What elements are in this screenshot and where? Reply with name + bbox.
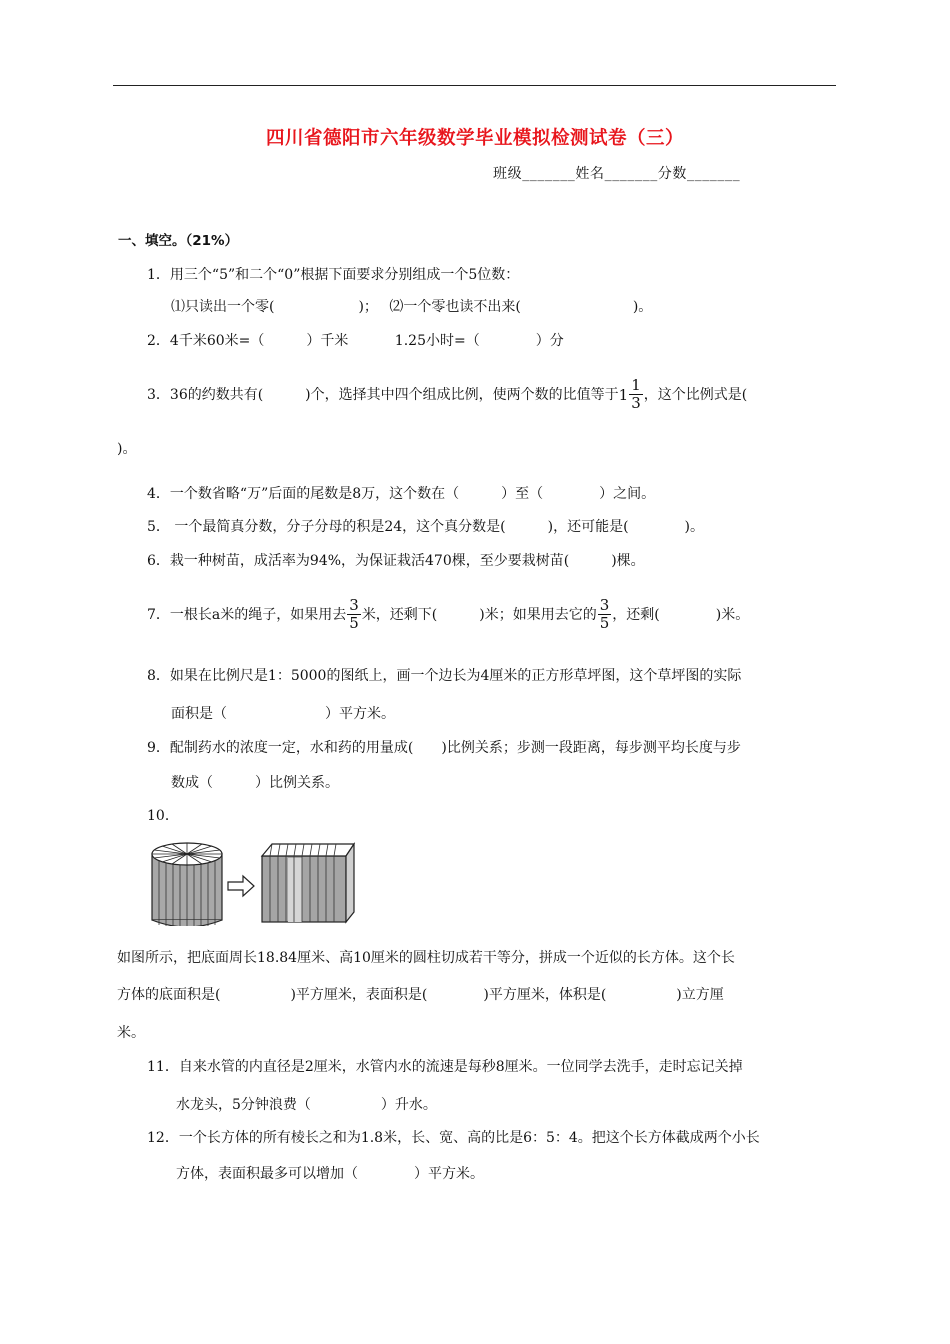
question-7 [147, 597, 749, 632]
question-4: 4．一个数省略“万”后面的尾数是8万，这个数在（ ）至（ ）之间。 [147, 486, 656, 502]
question-11-continuation: 水龙头，5分钟浪费（ ）升水。 [176, 1097, 437, 1113]
fraction-numerator: 3 [349, 596, 359, 614]
question-10-label: 10． [147, 808, 179, 824]
question-10: 如图所示，把底面周长18.84厘米、高10厘米的圆柱切成若干等分，拼成一个近似的长方体。这个长 [117, 950, 735, 966]
question-3 [147, 377, 747, 412]
question-6: 6．栽一种树苗，成活率为94%，为保证栽活470棵，至少要栽树苗( )棵。 [147, 553, 645, 569]
fraction [347, 597, 361, 632]
question-7-text-mid: 米，还剩下( )米；如果用去它的 [361, 606, 597, 623]
question-9-continuation: 数成（ ）比例关系。 [171, 775, 339, 791]
fraction-denominator: 5 [349, 614, 359, 632]
question-10-continuation-2: 米。 [117, 1025, 145, 1041]
question-10-continuation: 方体的底面积是( )平方厘米，表面积是( )平方厘米，体积是( )立方厘 [117, 987, 724, 1003]
question-3-continuation: )。 [117, 441, 137, 457]
question-11: 11．自来水管的内直径是2厘米，水管内水的流速是每秒8厘米。一位同学去洗手，走时忘记关掉 [147, 1059, 743, 1075]
fraction [629, 377, 643, 412]
question-12: 12．一个长方体的所有棱长之和为1.8米，长、宽、高的比是6：5：4。把这个长方体截成两个小长 [147, 1130, 760, 1146]
fraction-whole: 1 [618, 385, 629, 404]
header-rule [113, 85, 836, 86]
fraction-denominator: 5 [599, 614, 610, 632]
question-5: 5． 一个最简真分数，分子分母的积是24，这个真分数是( )，还可能是( )。 [147, 519, 705, 535]
mixed-fraction [619, 377, 644, 412]
arrow-right-icon [228, 876, 254, 896]
fraction-numerator: 1 [631, 376, 641, 394]
section-heading: 一、填空。（21%） [118, 233, 239, 249]
question-3-text-end: ，这个比例式是( [643, 386, 748, 403]
question-9: 9．配制药水的浓度一定，水和药的用量成( )比例关系；步测一段距离，每步测平均长度与步 [147, 740, 741, 756]
question-8-continuation: 面积是（ ）平方米。 [171, 706, 395, 722]
cylinder-figure [152, 843, 222, 926]
question-8: 8．如果在比例尺是1：5000的图纸上，画一个边长为4厘米的正方形草坪图，这个草坪图的实际 [147, 668, 742, 684]
student-info-line: 班级_______姓名_______分数_______ [493, 166, 741, 182]
question-2: 2．4千米60米=（ ）千米 1.25小时=（ ）分 [147, 333, 564, 349]
cuboid-figure [262, 844, 354, 922]
fraction-numerator: 3 [599, 596, 610, 614]
question-7-text: 7．一根长a米的绳子，如果用去 [147, 606, 347, 623]
question-3-text: 3．36的约数共有( )个，选择其中四个组成比例，使两个数的比值等于 [147, 386, 619, 403]
question-1: 1．用三个“5”和二个“0”根据下面要求分别组成一个5位数： [147, 267, 520, 283]
fraction-denominator: 3 [631, 394, 641, 412]
question-1-parts: ⑴只读出一个零( )； ⑵一个零也读不出来( )。 [171, 299, 653, 315]
question-12-continuation: 方体，表面积最多可以增加（ ）平方米。 [176, 1166, 484, 1182]
question-7-text-end: ，还剩( )米。 [612, 606, 750, 623]
cylinder-to-cuboid-diagram [148, 838, 358, 926]
page-title: 四川省德阳市六年级数学毕业模拟检测试卷（三） [265, 128, 684, 149]
fraction [598, 597, 612, 632]
